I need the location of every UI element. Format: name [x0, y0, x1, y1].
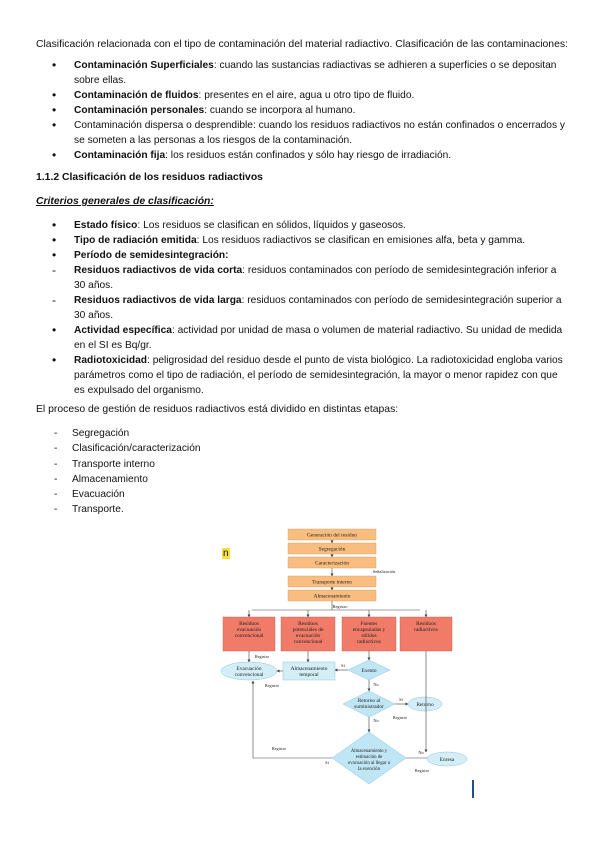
definition: : peligrosidad del residuo desde el punto de vista biológico. La radiotoxicidad engloba varios parámetros como el tipo de radiación, el período de semidesintegración, la mayor o menor rapidez con que es expulsado del organismo. — [74, 355, 563, 396]
waste-management-flowchart — [218, 524, 478, 800]
bullet-mark: - — [52, 263, 56, 277]
registro-label: Registro — [414, 768, 430, 773]
term: Contaminación personales — [74, 105, 205, 116]
list-item — [36, 353, 566, 398]
dash-mark: - — [54, 428, 58, 439]
yes-label: Sí — [325, 760, 329, 765]
process-step-label: Generación del residuo — [307, 532, 357, 539]
category-label: Residuos potenciales de evacuación convencional — [292, 621, 324, 645]
list-item — [36, 248, 566, 263]
yes-label: Sí — [399, 697, 403, 702]
contamination-list — [36, 58, 566, 163]
bullet-mark: • — [52, 88, 57, 102]
no-label: No — [418, 750, 424, 755]
list-item — [36, 88, 566, 103]
flow-connector — [253, 681, 332, 758]
list-item — [36, 103, 566, 118]
registro-label: Registro — [254, 654, 270, 659]
dash-mark: - — [54, 504, 58, 516]
exento-label: Exento — [361, 668, 377, 674]
bullet-mark: • — [52, 148, 57, 162]
term: Contaminación de fluidos — [74, 90, 199, 101]
retorno-question-label: Retorno al suministrador — [354, 698, 384, 710]
criteria-heading: Criterios generales de clasificación: — [36, 196, 214, 207]
registro-label: Registro — [271, 746, 287, 751]
term: Período de semidesintegración: — [74, 250, 229, 261]
term: Contaminación fija — [74, 150, 166, 161]
no-label: No — [373, 682, 379, 687]
final-question-label: Almacenamiento y estimación de evacuación al llegar a la exención — [348, 749, 390, 772]
dash-mark: - — [54, 473, 58, 485]
definition: : Los residuos se clasifican en sólidos, líquidos y gaseosos. — [137, 220, 406, 231]
term: Tipo de radiación emitida — [74, 235, 197, 246]
list-item — [36, 218, 566, 233]
category-label: Residuos evacuación convencional — [234, 621, 264, 639]
list-item — [36, 233, 566, 248]
stage-item — [36, 441, 201, 456]
bullet-mark: • — [52, 323, 57, 337]
bullet-mark: • — [52, 58, 57, 72]
list-item — [36, 293, 566, 323]
stage-label: Almacenamiento — [72, 473, 148, 485]
bullet-mark: • — [52, 103, 57, 117]
definition: : residuos contaminados con período de semidesintegración superior a 30 años. — [74, 295, 562, 321]
definition: : presentes en el aire, agua u otro tipo de fluido. — [198, 90, 415, 101]
term: Actividad específica — [74, 325, 172, 336]
bullet-mark: - — [52, 293, 56, 307]
list-item — [36, 148, 566, 163]
highlighted-character: n — [223, 548, 229, 559]
term: Residuos radiactivos de vida corta — [74, 265, 243, 276]
list-item — [36, 58, 566, 88]
enresa-label: Enresa — [439, 757, 455, 763]
definition: Contaminación dispersa o desprendible: cuando los residuos radiactivos no están confinados o encerrados y se someten a las personas a los riesgos de la contaminación. — [74, 120, 565, 146]
stage-item — [36, 472, 201, 487]
no-label: No — [373, 718, 379, 723]
section-heading: 1.1.2 Clasificación de los residuos radiactivos — [36, 172, 263, 183]
stage-item — [36, 426, 201, 441]
category-label: Fuentes encapsuladas y sólidos radiactivos — [352, 621, 386, 645]
registro-label: Registro — [264, 683, 280, 688]
evacuation-label: Evacuación convencional — [234, 666, 264, 678]
stage-item — [36, 487, 201, 502]
definition: : cuando las sustancias radiactivas se adhieren a superficies o se depositan sobre ellas. — [74, 60, 557, 86]
stage-label: Transporte. — [72, 504, 124, 516]
bullet-mark: • — [52, 118, 57, 132]
dash-mark: - — [54, 489, 58, 501]
bullet-mark: • — [52, 233, 57, 247]
yes-label: Sí — [341, 663, 345, 668]
process-step-label: Transporte interno — [312, 579, 352, 586]
definition: : Los residuos radiactivos se clasifican en emisiones alfa, beta y gamma. — [196, 235, 526, 246]
intro-text: Clasificación relacionada con el tipo de contaminación del material radiactivo. Clasificación de las contaminaciones: — [36, 39, 568, 50]
stage-label: Segregación — [72, 428, 130, 439]
registro-label: Registro — [332, 604, 348, 609]
stage-label: Clasificación/caracterización — [72, 443, 201, 455]
process-text: El proceso de gestión de residuos radiactivos está dividido en distintas etapas: — [36, 404, 399, 415]
retorno-label: Retorno — [416, 702, 434, 708]
senalizacion-label: Señalización — [372, 569, 396, 574]
bullet-mark: • — [52, 248, 57, 262]
stages-list — [36, 426, 201, 518]
process-step-label: Segregación — [318, 546, 346, 553]
stage-item — [36, 502, 201, 517]
term: Radiotoxicidad — [74, 355, 148, 366]
list-item — [36, 118, 566, 148]
registro-label: Registro — [392, 715, 408, 720]
dash-mark: - — [54, 458, 58, 470]
bullet-mark: • — [52, 218, 57, 232]
page-edge-mark — [472, 780, 474, 798]
definition: : residuos contaminados con período de semidesintegración inferior a 30 años. — [74, 265, 557, 291]
stage-item — [36, 457, 201, 472]
definition: : cuando se incorpora al humano. — [204, 105, 356, 116]
list-item — [36, 323, 566, 353]
process-step-label: Caracterización — [315, 560, 349, 567]
category-label: Residuos radiactivos — [414, 621, 438, 633]
bullet-mark: • — [52, 353, 57, 367]
term: Estado físico — [74, 220, 138, 231]
temporal-storage-label: Almacenamiento temporal — [290, 666, 328, 678]
definition: : los residuos están confinados y sólo hay riesgo de irradiación. — [165, 150, 452, 161]
process-step-label: Almacenamiento — [313, 593, 351, 600]
dash-mark: - — [54, 443, 58, 455]
stage-label: Transporte interno — [72, 458, 155, 470]
list-item — [36, 263, 566, 293]
term: Residuos radiactivos de vida larga — [74, 295, 242, 306]
criteria-list — [36, 218, 566, 398]
definition: : actividad por unidad de masa o volumen de material radiactivo. Su unidad de medida en el SI es Bq/gr. — [74, 325, 563, 351]
term: Contaminación Superficiales — [74, 60, 214, 71]
stage-label: Evacuación — [72, 489, 125, 501]
